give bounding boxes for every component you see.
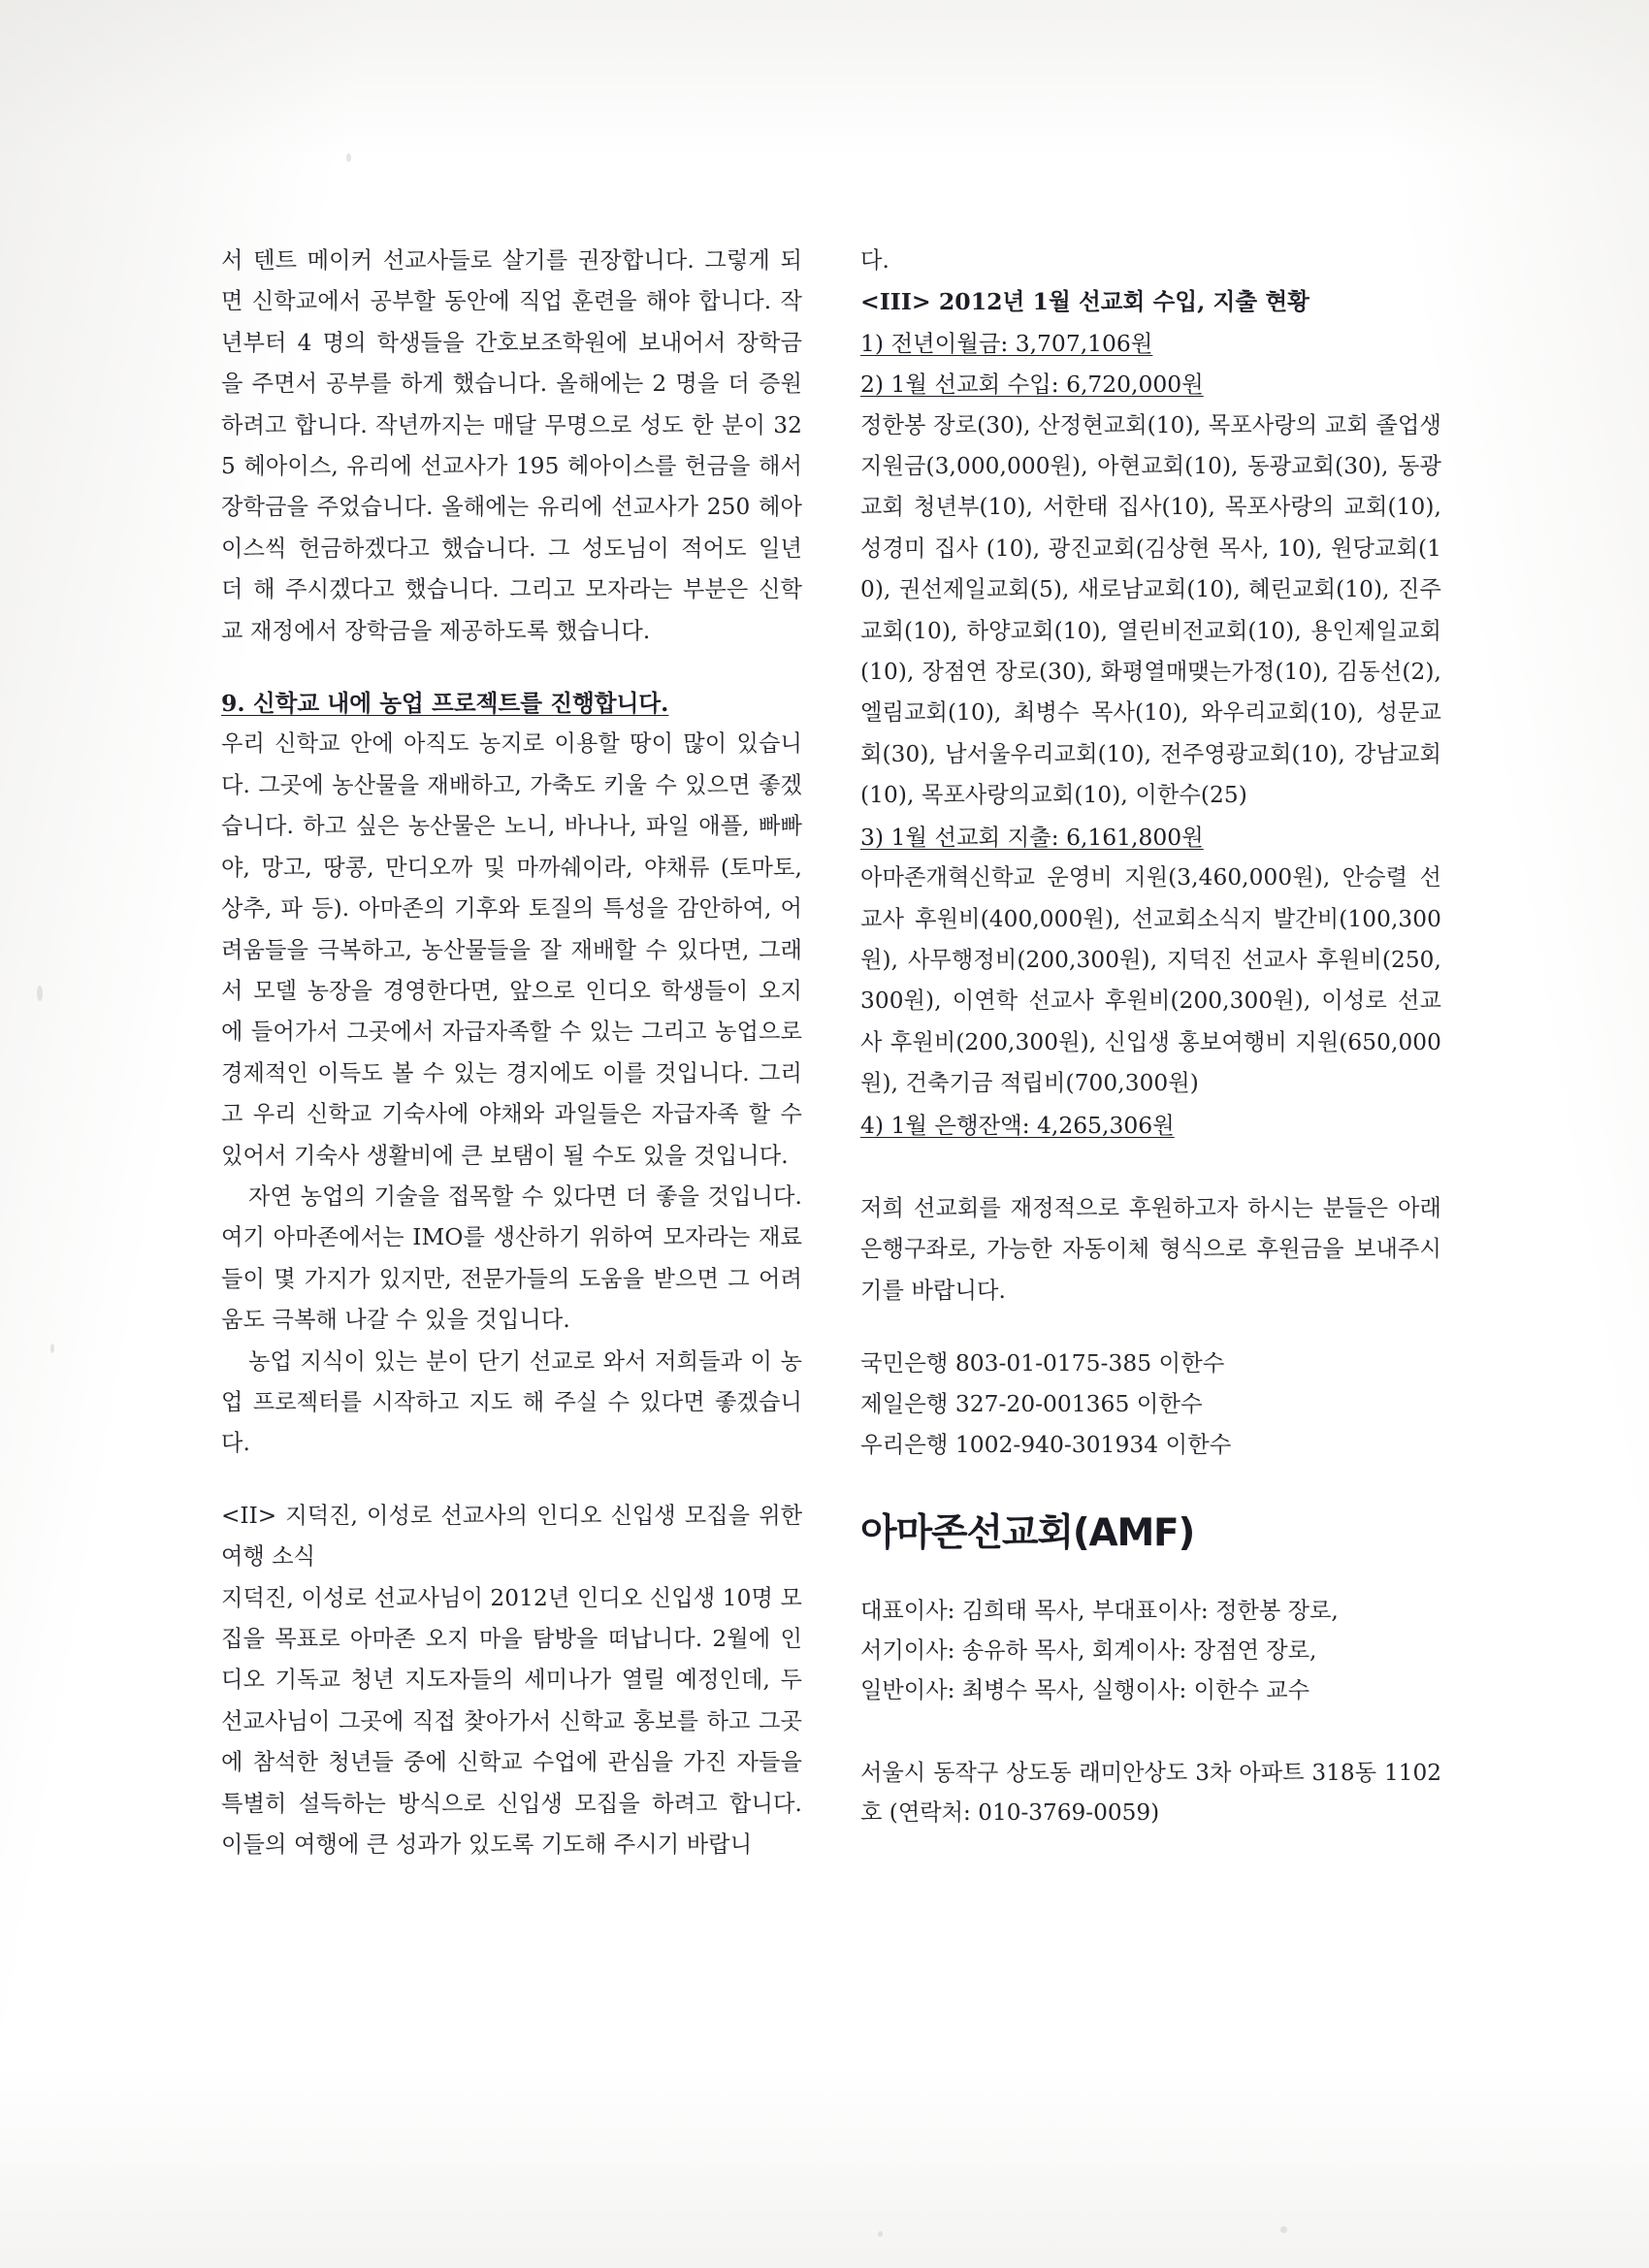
two-column-body <box>221 241 1441 1865</box>
organization-address: 서울시 동작구 상도동 래미안상도 3차 아파트 318동 1102호 (연락처: 010-3769-0059) <box>860 1760 1441 1827</box>
spacer <box>221 652 802 683</box>
section-9-heading: 9. 신학교 내에 농업 프로젝트를 진행합니다. <box>221 690 669 718</box>
bank-account-kookmin: 국민은행 803-01-0175-385 이한수 <box>860 1349 1225 1377</box>
finance-item-expense: 3) 1월 선교회 지출: 6,161,800원 <box>860 823 1204 851</box>
continuation-text: 다. <box>860 247 889 274</box>
finance-item-balance: 4) 1월 은행잔액: 4,265,306원 <box>860 1111 1175 1139</box>
section-9-paragraph-2: 자연 농업의 기술을 접목할 수 있다면 더 좋을 것입니다. 여기 아마존에서는 IMO를 생산하기 위하여 모자라는 재료들이 몇 가지가 있지만, 전문가들의 도움을 받으면 그 어려움도 극복해 나갈 수 있을 것입니다. <box>221 1183 802 1334</box>
section-9-paragraph-3: 농업 지식이 있는 분이 단기 선교로 와서 저희들과 이 농업 프로젝터를 시작하고 지도 해 주실 수 있다면 좋겠습니다. <box>221 1347 802 1457</box>
right-column <box>860 241 1441 1865</box>
bank-account-woori: 우리은행 1002-940-301934 이한수 <box>860 1431 1232 1459</box>
spacer <box>860 1560 1441 1591</box>
section-3-heading: <III> 2012년 1월 선교회 수입, 지출 현황 <box>860 288 1310 316</box>
spacer <box>221 1465 802 1496</box>
section-2-heading: <II> 지덕진, 이성로 선교사의 인디오 신입생 모집을 위한 여행 소식 <box>221 1502 802 1571</box>
scan-speck <box>878 2231 883 2237</box>
left-column <box>221 241 802 1865</box>
finance-item-carryover: 1) 전년이월금: 3,707,106원 <box>860 329 1153 357</box>
organization-title: 아마존선교회(AMF) <box>860 1511 1195 1556</box>
finance-item-income: 2) 1월 선교회 수입: 6,720,000원 <box>860 371 1204 399</box>
spacer <box>860 1146 1441 1188</box>
income-detail-list: 정한봉 장로(30), 산정현교회(10), 목포사랑의 교회 졸업생지원금(3,000,000원), 아현교회(10), 동광교회(30), 동광교회 청년부(10), 서한태 집사(10), 목포사랑의 교회(10), 성경미 집사 (10), 광진교회(김상현 목사, 10), 원당교회(10), 권선제일교회(5), 새로남교회(10), 혜린교회(10), 진주교회(10), 하양교회(10), 열린비전교회(10), 용인제일교회(10), 장점연 장로(30), 화평열매맺는가정(10), 김동선(2), 엘림교회(10), 최병수 목사(10), 와우리교회(10), 성문교회(30), 남서울우리교회(10), 전주영광교회(10), 강남교회(10), 목포사랑의교회(10), 이한수(25) <box>860 411 1441 809</box>
scan-speck <box>346 153 351 162</box>
scan-speck <box>50 1344 54 1353</box>
officer-line-secretary: 서기이사: 송유하 목사, 회계이사: 장점연 장로, <box>860 1637 1317 1665</box>
support-request-paragraph: 저희 선교회를 재정적으로 후원하고자 하시는 분들은 아래 은행구좌로, 가능한 자동이체 형식으로 후원금을 보내주시기를 바랍니다. <box>860 1194 1441 1304</box>
section-9-paragraph-1: 우리 신학교 안에 아직도 농지로 이용할 땅이 많이 있습니다. 그곳에 농산물을 재배하고, 가축도 키울 수 있으면 좋겠습니다. 하고 싶은 농산물은 노니, 바나나, 파일 애플, 빠빠야, 망고, 땅콩, 만디오까 및 마까쉐이라, 야채류 (토마토, 상추, 파 등). 아마존의 기후와 토질의 특성을 감안하여, 어려움들을 극복하고, 농산물들을 잘 재배할 수 있다면, 그래서 모델 농장을 경영한다면, 앞으로 인디오 학생들이 오지에 들어가서 그곳에서 자급자족할 수 있는 그리고 농업으로 경제적인 이득도 볼 수 있는 경지에도 이를 것입니다. 그리고 우리 신학교 기숙사에 야채와 과일들은 자급자족 할 수 있어서 기숙사 생활비에 큰 보탬이 될 수도 있을 것입니다. <box>221 730 802 1169</box>
spacer <box>860 1312 1441 1343</box>
spacer <box>860 1465 1441 1507</box>
left-paragraph-1: 서 텐트 메이커 선교사들로 살기를 권장합니다. 그렇게 되면 신학교에서 공부할 동안에 직업 훈련을 해야 합니다. 작년부터 4 명의 학생들을 간호보조학원에 보내어서 장학금을 주면서 공부를 하게 했습니다. 올해에는 2 명을 더 증원하려고 합니다. 작년까지는 매달 무명으로 성도 한 분이 325 헤아이스, 유리에 선교사가 195 헤아이스를 헌금을 해서 장학금을 주었습니다. 올해에는 유리에 선교사가 250 헤아이스씩 헌금하겠다고 했습니다. 그 성도님이 적어도 일년 더 해 주시겠다고 했습니다. 그리고 모자라는 부분은 신학교 재정에서 장학금을 제공하도록 했습니다. <box>221 247 802 644</box>
spacer <box>860 1710 1441 1753</box>
expense-detail-list: 아마존개혁신학교 운영비 지원(3,460,000원), 안승렬 선교사 후원비(400,000원), 선교회소식지 발간비(100,300원), 사무행정비(200,300원), 지덕진 선교사 후원비(250,300원), 이연학 선교사 후원비(200,300원), 이성로 선교사 후원비(200,300원), 신입생 홍보여행비 지원(650,000원), 건축기금 적립비(700,300원) <box>860 864 1441 1097</box>
section-2-paragraph: 지덕진, 이성로 선교사님이 2012년 인디오 신입생 10명 모집을 목표로 아마존 오지 마을 탐방을 떠납니다. 2월에 인디오 기독교 청년 지도자들의 세미나가 열릴 예정인데, 두 선교사님이 그곳에 직접 찾아가서 신학교 홍보를 하고 그곳에 참석한 청년들 중에 신학교 수업에 관심을 가진 자들을 특별히 설득하는 방식으로 신입생 모집을 하려고 합니다. 이들의 여행에 큰 성과가 있도록 기도해 주시기 바랍니 <box>221 1584 802 1859</box>
scan-speck <box>1280 2226 1287 2233</box>
officer-line-general: 일반이사: 최병수 목사, 실행이사: 이한수 교수 <box>860 1677 1310 1704</box>
scan-speck <box>37 986 43 1001</box>
bank-account-cheil: 제일은행 327-20-001365 이한수 <box>860 1390 1203 1418</box>
officer-line-representative: 대표이사: 김희태 목사, 부대표이사: 정한봉 장로, <box>860 1598 1339 1625</box>
